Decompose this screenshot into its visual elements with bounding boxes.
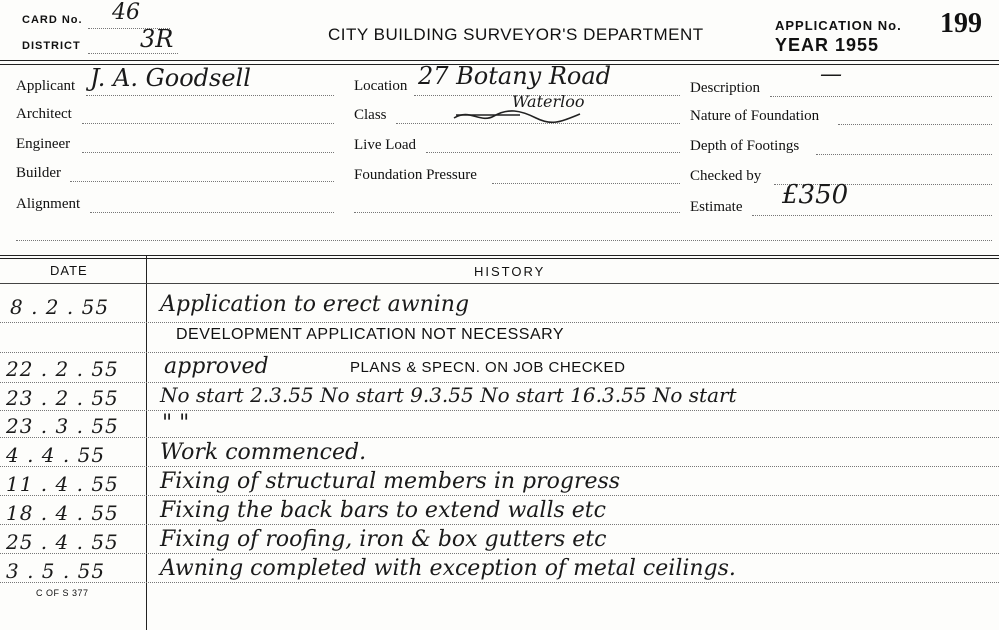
nature-of-foundation-label: Nature of Foundation — [690, 108, 820, 124]
district-value: 3R — [140, 25, 174, 53]
district-label: DISTRICT — [22, 40, 81, 52]
history-date: 23 . 2 . 55 — [6, 386, 119, 410]
location-label: Location — [354, 78, 408, 94]
foundation-pressure-line — [492, 183, 680, 184]
history-entry: Fixing of structural members in progress — [160, 469, 621, 494]
history-date: 18 . 4 . 55 — [6, 501, 119, 525]
class-label: Class — [354, 107, 387, 123]
history-entry: Work commenced. — [160, 440, 367, 465]
alignment-label: Alignment — [16, 196, 81, 212]
history-date: 25 . 4 . 55 — [6, 530, 119, 554]
history-date: 8 . 2 . 55 — [10, 295, 110, 319]
class-struck-entry — [450, 104, 590, 126]
row-line — [0, 352, 999, 353]
year-label: YEAR 1955 — [775, 35, 880, 55]
location-value: 27 Botany Road — [418, 62, 612, 90]
history-entry: No start 2.3.55 No start 9.3.55 No start 16.3.55 No start — [160, 383, 737, 407]
alignment-line — [90, 212, 334, 213]
location-suburb: Waterloo — [512, 92, 585, 111]
history-header: HISTORY — [474, 264, 546, 279]
top-rule-1 — [0, 60, 999, 61]
card-no-value: 46 — [112, 0, 140, 25]
row-line — [0, 524, 999, 525]
history-date: 3 . 5 . 55 — [6, 559, 106, 583]
description-label: Description — [690, 80, 760, 96]
row-line — [0, 553, 999, 554]
history-top-rule-2 — [0, 258, 999, 259]
history-stamp: PLANS & SPECN. ON JOB CHECKED — [350, 359, 626, 376]
builder-label: Builder — [16, 165, 61, 181]
row-line — [0, 495, 999, 496]
history-date: 4 . 4 . 55 — [6, 443, 106, 467]
card-no-label: CARD No. — [22, 14, 83, 26]
application-label: APPLICATION No. — [775, 18, 902, 33]
checked-by-label: Checked by — [690, 168, 762, 184]
nature-of-foundation-line — [838, 124, 992, 125]
row-line — [0, 410, 999, 411]
applicant-value: J. A. Goodsell — [90, 64, 251, 92]
form-code: C OF S 377 — [36, 588, 89, 598]
row-line — [0, 582, 999, 583]
estimate-line — [752, 215, 992, 216]
applicant-line — [86, 95, 334, 96]
row-line — [0, 466, 999, 467]
live-load-line — [426, 152, 680, 153]
history-entry: Fixing of roofing, iron & box gutters etc — [160, 527, 607, 552]
history-header-rule — [0, 283, 999, 284]
live-load-label: Live Load — [354, 137, 417, 153]
row-line — [0, 437, 999, 438]
estimate-value: £350 — [782, 180, 849, 210]
district-line — [88, 53, 178, 54]
depth-of-footings-line — [816, 154, 992, 155]
history-entry: Application to erect awning — [160, 292, 470, 317]
applicant-label: Applicant — [16, 78, 76, 94]
builder-line — [70, 181, 334, 182]
blank-line-col2 — [354, 212, 680, 213]
history-entry: approved — [164, 354, 269, 379]
architect-line — [82, 123, 334, 124]
history-entry: " " — [162, 411, 190, 436]
estimate-label: Estimate — [690, 199, 743, 215]
history-date: 11 . 4 . 55 — [6, 472, 119, 496]
history-date: 23 . 3 . 55 — [6, 414, 119, 438]
blank-line-full — [16, 240, 992, 241]
description-value: — — [820, 62, 842, 87]
architect-label: Architect — [16, 106, 72, 122]
history-top-rule-1 — [0, 255, 999, 256]
date-header: DATE — [50, 263, 88, 278]
application-number: 199 — [940, 8, 982, 39]
history-stamp: DEVELOPMENT APPLICATION NOT NECESSARY — [176, 326, 565, 343]
history-entry: Fixing the back bars to extend walls etc — [160, 498, 606, 523]
description-line — [770, 96, 992, 97]
date-column-divider — [146, 256, 147, 630]
depth-of-footings-label: Depth of Footings — [690, 138, 800, 154]
history-date: 22 . 2 . 55 — [6, 357, 119, 381]
foundation-pressure-label: Foundation Pressure — [354, 167, 477, 183]
engineer-label: Engineer — [16, 136, 71, 152]
row-line — [0, 322, 999, 323]
engineer-line — [82, 152, 334, 153]
history-entry: Awning completed with exception of metal ceilings. — [160, 556, 736, 581]
department-title: CITY BUILDING SURVEYOR'S DEPARTMENT — [328, 25, 704, 44]
